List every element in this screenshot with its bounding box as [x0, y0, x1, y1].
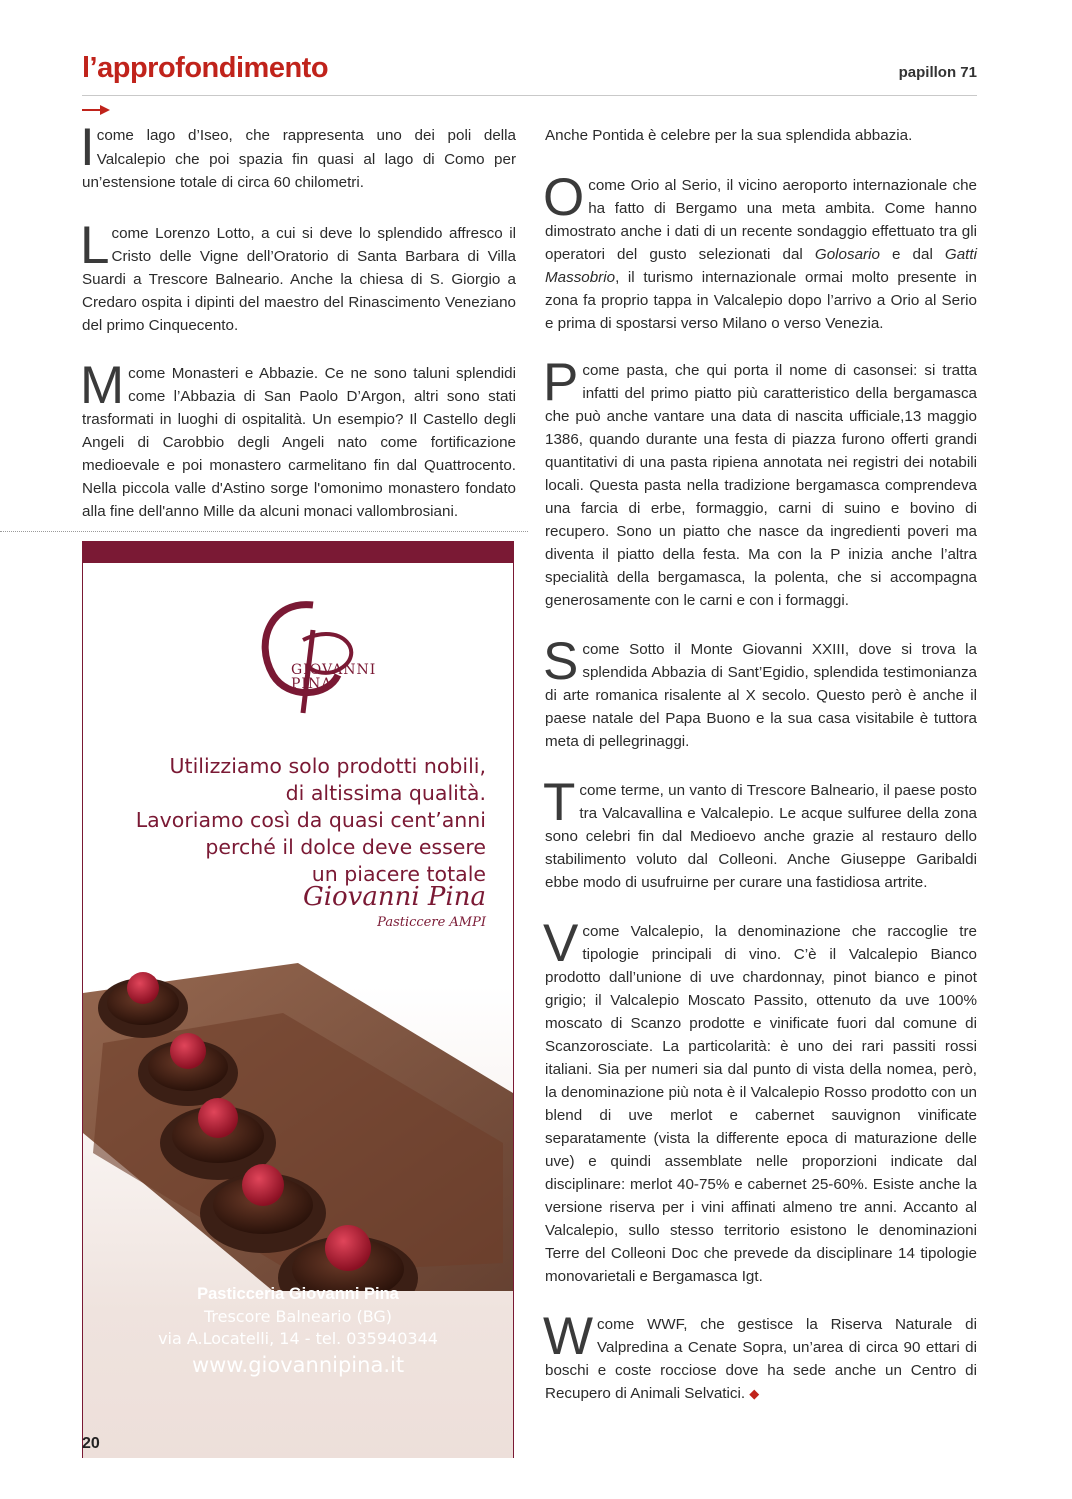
dropcap-m: M: [80, 355, 125, 415]
entry-o-text-c: , il turismo internazionale ormai molto presente in zona fa proprio tappa in Valcalepio dopo l’arrivo a Orio al Serio e prima di spostarsi verso Milano o verso Venezia.: [545, 269, 977, 332]
entry-t-text: come terme, un vanto di Trescore Balneario, il paese posto tra Valcavallina e Valcalepio. Le acque sulfuree della zona sono celebri fin dal Medioevo anche grazie al restauro dello stabilimento voluto dal Colleoni. Anche Giuseppe Garibaldi ebbe modo di usufruirne per curare una fastidiosa artrite.: [545, 782, 977, 891]
shop-website[interactable]: www.giovannipina.it: [191, 1353, 405, 1377]
dropcap-s: S: [543, 632, 579, 691]
dropcap-o: O: [543, 168, 585, 227]
header-rule: [82, 95, 977, 96]
entry-o-text-b: e dal: [879, 246, 945, 263]
entry-l: [80, 215, 516, 337]
section-title: l’approfondimento: [82, 52, 329, 84]
shop-address: via A.Locatelli, 14 - tel. 035940344: [158, 1329, 438, 1348]
dropcap-l: L: [80, 215, 110, 275]
entry-i: [80, 118, 516, 195]
ad-slogan: Utilizziamo solo prodotti nobili, di altissima qualità. Lavoriamo così da quasi cent’anni perché il dolce deve essere un piacere totale: [135, 754, 486, 886]
entry-v-text: come Valcalepio, la denominazione che raccoglie tre tipologie principali di vino. C’è il Valcalepio Bianco prodotto dall’unione di uve chardonnay, pinot bianco e pinot grigio; il Valcalepio Moscato Passito, ottenuto da uve 100% moscato di Scanzo prodotte e vinificate fuori dal comune di Scanzorosciate. La particolarità: è uno dei rari passiti rossi italiani. Sia per numeri sia dal punto di vista della nomea, però, la denominazione più nota è il Valcalepio Rosso prodotto con un blend di uve merlot e cabernet sauvignon vinificate separatamente (vista la differente epoca di maturazione delle uve) e quindi assemblate nelle proporzioni indicate dal disciplinare: merlot 40-75% e cabernet 25-60%. Esiste anche la versione riserva per i vini affinati almeno tre anni. Accanto al Valcalepio, sullo stesso territorio esistono le denominazioni Terre del Colleoni Doc che prevede da disciplinare 14 tipologie monovarietali e Bergamasca Igt.: [545, 923, 977, 1285]
intro-pontida: Anche Pontida è celebre per la sua splendida abbazia.: [545, 127, 913, 144]
arrow-right-icon: [82, 104, 110, 116]
entry-t: [543, 773, 977, 894]
dropcap-i: I: [80, 118, 95, 177]
ad-signature-subtitle: Pasticcere AMPI: [377, 915, 486, 930]
dropcap-p: P: [543, 353, 579, 412]
entry-p: [543, 353, 977, 612]
dropcap-t: T: [543, 773, 576, 832]
ad-contact-block: [82, 1271, 514, 1380]
shop-town: Trescore Balneario (BG): [203, 1307, 393, 1326]
shop-name: Pasticceria Giovanni Pina: [197, 1285, 399, 1303]
entry-s: [543, 632, 977, 753]
entry-w: [543, 1307, 977, 1405]
entry-v: [543, 914, 977, 1288]
magazine-name: papillon 71: [898, 64, 977, 81]
advertisement: [82, 541, 514, 1458]
tartlets-photo: [83, 933, 513, 1291]
gp-monogram-logo: [243, 585, 373, 715]
entry-w-text: come WWF, che gestisce la Riserva Naturale di Valpredina a Cenate Sopra, un’area di circa 90 ettari di boschi e coste rocciose dove ha sede anche un Centro di Recupero di Animali Selvatici.: [545, 1316, 977, 1402]
entry-m-text: come Monasteri e Abbazie. Ce ne sono taluni splendidi come l’Abbazia di San Paolo D’Argon, altri sono stati trasformati in luoghi di ospitalità. Un esempio? Il Castello degli Angeli di Carobbio degli Angeli nato come fortificazione medioevale e poi monastero carmelitano fin dal Quattrocento. Nella piccola valle d'Astino sorge l'omonimo monastero fondato alla fine dell'anno Mille da alcuni monaci vallombrosiani.: [82, 364, 516, 520]
left-column: [80, 118, 516, 546]
entry-o: [543, 168, 977, 335]
entry-o-text-a: come Orio al Serio, il vicino aeroporto internazionale che ha fatto di Bergamo una meta ambita. Come hanno dimostrato anche i dati di un recente sondaggio effettuato tra gli operatori del gusto selezionati dal: [545, 177, 977, 263]
entry-l-text: come Lorenzo Lotto, a cui si deve lo splendido affresco il Cristo delle Vigne dell’Oratorio di Santa Barbara di Villa Suardi a Trescore Balneario. Anche la chiesa di S. Giorgio a Credaro ospita i dipinti del maestro del Rinascimento Veneziano del primo Cinquecento.: [82, 224, 516, 334]
entry-m: [80, 355, 516, 523]
end-mark-icon: ◆: [749, 1386, 760, 1401]
entry-s-text: come Sotto il Monte Giovanni XXIII, dove si trova la splendida Abbazia di Sant’Egidio, splendida testimonianza di arte romanica risalente al X secolo. Questo però è anche il paese natale del Papa Buono e la sua casa visitabile è tuttora meta di pellegrinaggi.: [545, 641, 977, 750]
entry-o-italic-b: Gatti Massobrio: [545, 246, 977, 286]
entry-o-italic-a: Golosario: [814, 246, 880, 263]
ad-signature: Giovanni Pina: [302, 882, 486, 912]
dotted-separator: [0, 531, 528, 532]
dropcap-v: V: [543, 914, 579, 973]
right-column: [545, 124, 977, 1428]
entry-p-text: come pasta, che qui porta il nome di casonsei: si tratta infatti del primo piatto più caratteristico della bergamasca che può anche vantare una data di nascita ufficiale,13 maggio 1386, quando durante una festa di piazza furono offerti grandi quantitativi di una pasta ripiena annotata nei registri dei notabili locali. Questa pasta nella tradizione bergamasca comprendeva una farcia di erbe, formaggio, carni di suino e bovino di recupero. Sono un piatto che nasce da ingredienti poveri ma diventa il piatto della festa. Ma con la P inizia anche l’altra specialità della bergamasca, la polenta, che si accompagna generosamente con le carni e con i formaggi.: [545, 362, 977, 609]
entry-i-text: come lago d’Iseo, che rappresenta uno dei poli della Valcalepio che poi spazia fin quasi al lago di Como per un’estensione totale di circa 60 chilometri.: [82, 127, 516, 191]
page-number: 20: [82, 1435, 100, 1452]
dropcap-w: W: [543, 1307, 594, 1366]
logo-text: GIOVANNI PINA: [291, 662, 377, 692]
